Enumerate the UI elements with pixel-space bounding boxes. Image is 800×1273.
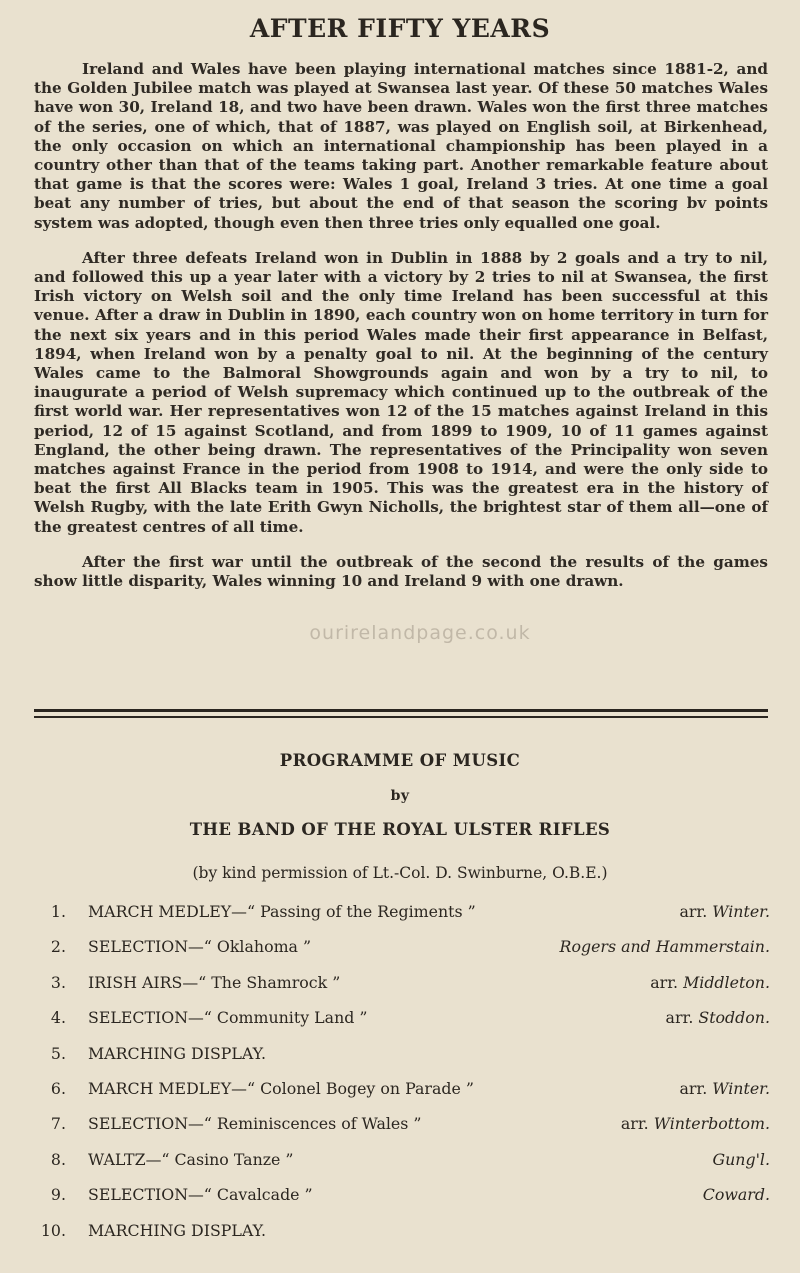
arr-prefix: arr. [650, 972, 679, 992]
article-paragraph: Ireland and Wales have been playing international matches since 1881-2, and the Golden Jubilee match was played at Swansea last year. Of these 50 matches Wales have won 30, Ireland 18, and two have been drawn. Wales won the first three matches of the series, one of which, that of 1887, was played on English soil, at Birkenhead, the only occasion on which an international championship has been played in a country other than that of the teams taking part. Another remarkable feature about that game is that the scores were: Wales 1 goal, Ireland 3 tries. At one time a goal beat any number of tries, but about the end of that season the scoring bv points system was adopted, though even then three tries only equalled one goal. [34, 60, 768, 232]
music-item [36, 899, 770, 934]
item-number: 7. [50, 1114, 66, 1134]
item-title: WALTZ—“ Casino Tanze ” [88, 1149, 294, 1169]
composer: Winterbottom. [653, 1114, 770, 1134]
item-title: MARCH MEDLEY—“ Passing of the Regiments ” [88, 902, 476, 921]
item-title: IRISH AIRS—“ The Shamrock ” [88, 972, 341, 992]
item-title: SELECTION—“ Cavalcade ” [88, 1185, 313, 1205]
item-number: 4. [50, 1008, 66, 1028]
music-item [36, 970, 770, 1005]
article-paragraph: After the first war until the outbreak of the second the results of the games show little disparity, Wales winning 10 and Ireland 9 with one drawn. [34, 552, 768, 591]
arr-prefix: arr. [679, 1078, 708, 1098]
divider-thick [34, 709, 768, 712]
music-list [36, 899, 770, 1253]
item-number: 10. [40, 1220, 66, 1240]
composer: Gung'l. [712, 1149, 770, 1169]
item-number: 9. [50, 1185, 66, 1205]
composer: Winter. [712, 902, 770, 921]
item-arranger [650, 970, 770, 996]
item-number: 6. [50, 1078, 66, 1098]
composer: Coward. [702, 1185, 770, 1205]
arr-prefix: arr. [620, 1114, 649, 1134]
composer: Winter. [712, 1078, 770, 1098]
programme-heading: PROGRAMME OF MUSIC [279, 751, 521, 770]
article-body [34, 60, 768, 607]
item-arranger [713, 1147, 771, 1173]
music-item [36, 1005, 770, 1040]
composer: Rogers and Hammerstain. [559, 937, 770, 957]
composer: Middleton. [683, 972, 770, 992]
item-arranger [621, 1111, 770, 1137]
item-arranger [703, 1182, 770, 1208]
item-number: 8. [50, 1149, 66, 1169]
item-number: 3. [50, 972, 66, 992]
music-item [36, 1182, 770, 1217]
music-item [36, 1041, 770, 1076]
music-item [36, 1218, 770, 1253]
permission-note: (by kind permission of Lt.-Col. D. Swinburne, O.B.E.) [192, 864, 608, 882]
item-title: MARCH MEDLEY—“ Colonel Bogey on Parade ” [88, 1078, 474, 1098]
arr-prefix: arr. [679, 902, 708, 921]
item-title: SELECTION—“ Reminiscences of Wales ” [88, 1114, 422, 1134]
item-arranger [560, 934, 770, 960]
item-title: SELECTION—“ Oklahoma ” [88, 937, 312, 957]
item-title: SELECTION—“ Community Land ” [88, 1008, 368, 1028]
divider-thin [34, 716, 768, 718]
item-number: 1. [50, 902, 66, 921]
music-item [36, 1076, 770, 1111]
music-item [36, 934, 770, 969]
item-number: 2. [50, 937, 66, 957]
item-title: MARCHING DISPLAY. [88, 1043, 267, 1063]
item-number: 5. [50, 1043, 66, 1063]
item-title: MARCHING DISPLAY. [88, 1220, 267, 1240]
band-name: THE BAND OF THE ROYAL ULSTER RIFLES [189, 820, 611, 839]
music-item [36, 1147, 770, 1182]
article-title: AFTER FIFTY YEARS [249, 14, 551, 43]
composer: Stoddon. [698, 1008, 770, 1028]
article-paragraph: After three defeats Ireland won in Dublin in 1888 by 2 goals and a try to nil, and followed this up a year later with a victory by 2 tries to nil at Swansea, the first Irish victory on Welsh soil and the only time Ireland has been successful at this venue. After a draw in Dublin in 1890, each country won on home territory in turn for the next six years and in this period Wales made their first appearance in Belfast, 1894, when Ireland won by a penalty goal to nil. At the beginning of the century Wales came to the Balmoral Showgrounds again and won by a try to nil, to inaugurate a period of Welsh supremacy which continued up to the outbreak of the first world war. Her representatives won 12 of the 15 matches against Ireland in this period, 12 of 15 against Scotland, and from 1899 to 1909, 10 of 11 games against England, the other being drawn. The representatives of the Principality won seven matches against France in the period from 1908 to 1914, and were the only side to beat the first All Blacks team in 1905. This was the greatest era in the history of Welsh Rugby, with the late Erith Gwyn Nicholls, the brightest star of them all—one of the greatest centres of all time. [34, 248, 768, 536]
item-arranger [679, 1076, 770, 1102]
item-arranger [679, 899, 770, 925]
arr-prefix: arr. [665, 1008, 694, 1028]
music-item [36, 1111, 770, 1146]
programme-by: by [390, 788, 410, 804]
watermark-text: ourirelandpage.co.uk [309, 622, 531, 644]
item-arranger [666, 1005, 770, 1031]
